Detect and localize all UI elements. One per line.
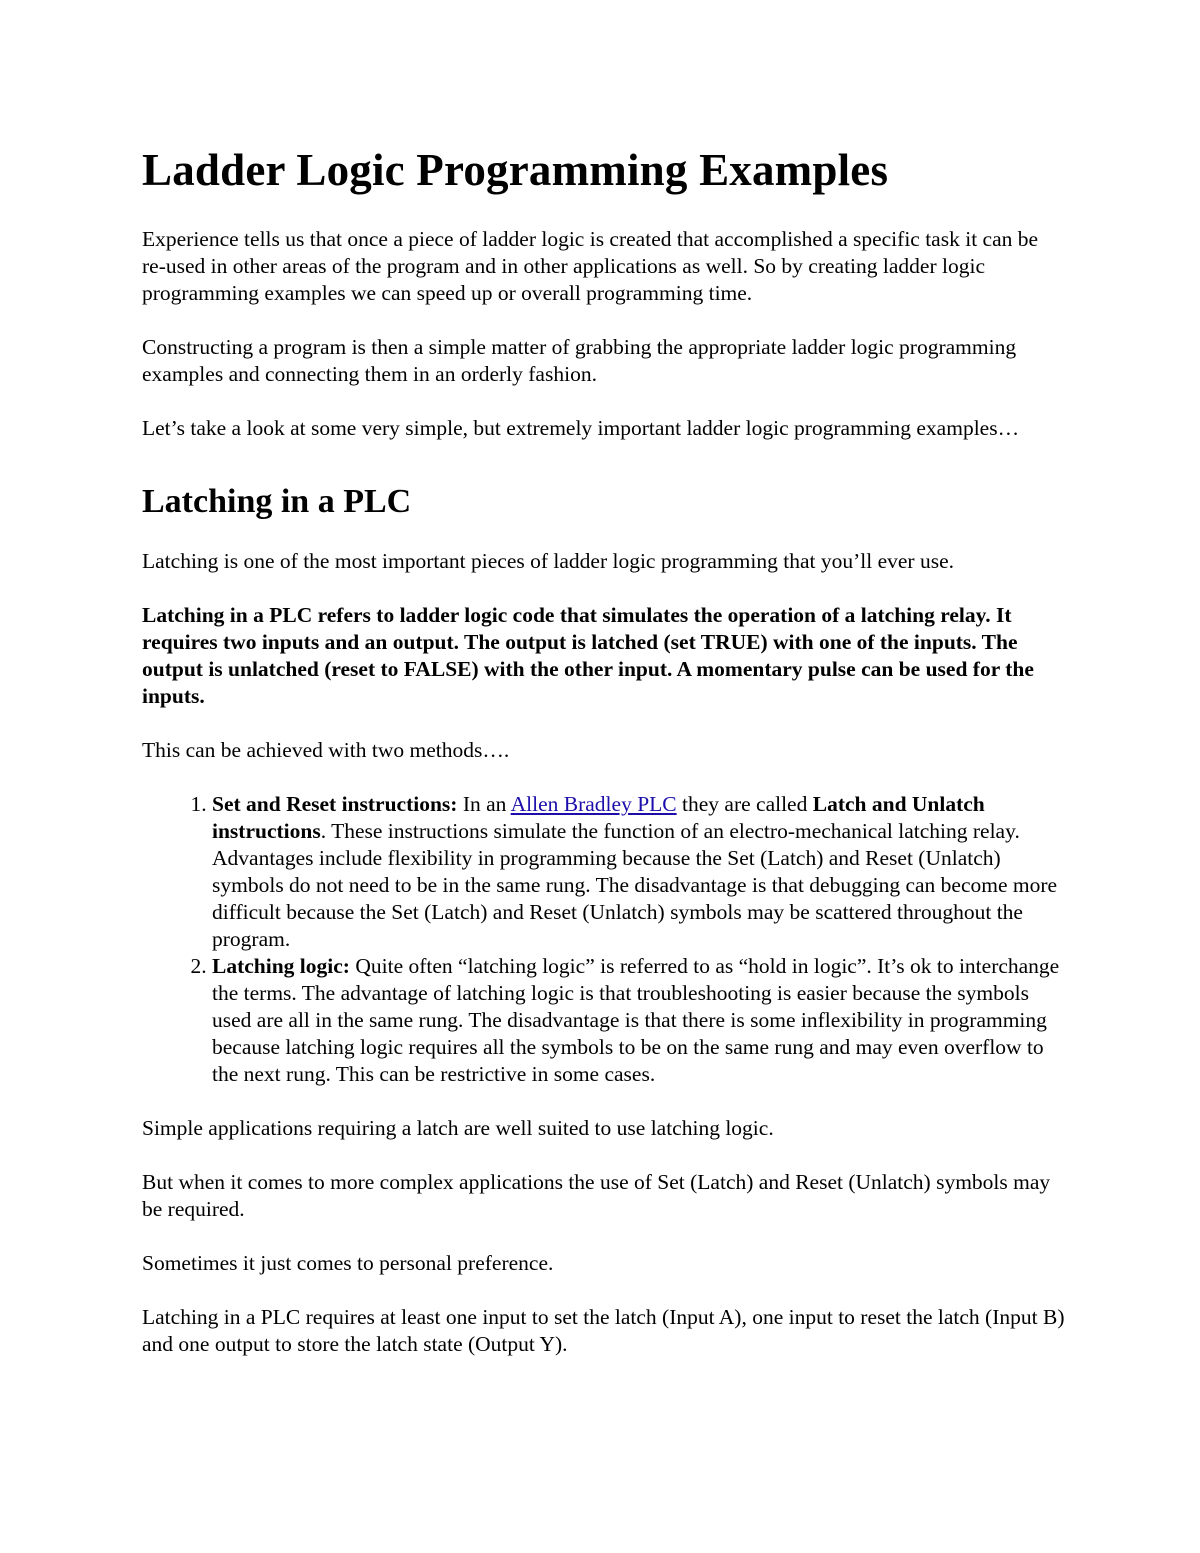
list-item: 2. Latching logic: Quite often “latching logic” is referred to as “hold in logic”. It’s ok to interchange the terms. The advantage of latching logic is that troubleshooting is easier because the symbols used are all in the same rung. The disadvantage is that there is some inflexibility in programming because latching logic requires all the symbols to be on the same rung and may even overflow to the next rung. This can be restrictive in some cases. <box>212 953 1067 1088</box>
intro-paragraph-1: Experience tells us that once a piece of ladder logic is created that accomplished a specific task it can be re-used in other areas of the program and in other applications as well. So by creating ladder logic programming examples we can speed up or overall programming time. <box>142 227 1039 305</box>
page-title: Ladder Logic Programming Examples <box>142 145 889 195</box>
list-item-bold: Latch and Unlatch instructions <box>212 792 985 843</box>
list-item: 1. Set and Reset instructions: In an Allen Bradley PLC they are called Latch and Unlatch instructions. These instructions simulate the function of an electro-mechanical latching relay. Advantages include flexibility in programming because the Set (Latch) and Reset (Unlatch) symbols do not need to be in the same rung. The disadvantage is that debugging can become more difficult because the Set (Latch) and Reset (Unlatch) symbols may be scattered throughout the program. <box>212 791 1067 953</box>
intro-paragraph-3: Let’s take a look at some very simple, but extremely important ladder logic programming examples… <box>142 416 1020 440</box>
section-paragraph-5: Sometimes it just comes to personal preference. <box>142 1251 554 1275</box>
definition-paragraph: Latching in a PLC refers to ladder logic code that simulates the operation of a latching relay. It requires two inputs and an output. The output is latched (set TRUE) with one of the inputs. The output is unlatched (reset to FALSE) with the other input. A momentary pulse can be used for the inputs. <box>142 603 1034 708</box>
methods-list <box>142 791 1067 1088</box>
list-item-label: Latching logic: <box>212 954 350 978</box>
list-item-label: Set and Reset instructions: <box>212 792 458 816</box>
document-page <box>142 140 1067 1385</box>
section-paragraph-2: This can be achieved with two methods…. <box>142 738 510 762</box>
section-paragraph-6: Latching in a PLC requires at least one input to set the latch (Input A), one input to reset the latch (Input B) and one output to store the latch state (Output Y). <box>142 1305 1065 1356</box>
section-paragraph-1: Latching is one of the most important pieces of ladder logic programming that you’ll ever use. <box>142 549 955 573</box>
intro-paragraph-2: Constructing a program is then a simple matter of grabbing the appropriate ladder logic programming examples and connecting them in an orderly fashion. <box>142 335 1017 386</box>
section-heading: Latching in a PLC <box>142 483 412 520</box>
allen-bradley-plc-link[interactable]: Allen Bradley PLC <box>510 792 677 816</box>
section-paragraph-3: Simple applications requiring a latch are well suited to use latching logic. <box>142 1116 774 1140</box>
section-paragraph-4: But when it comes to more complex applications the use of Set (Latch) and Reset (Unlatch) symbols may be required. <box>142 1170 1051 1221</box>
